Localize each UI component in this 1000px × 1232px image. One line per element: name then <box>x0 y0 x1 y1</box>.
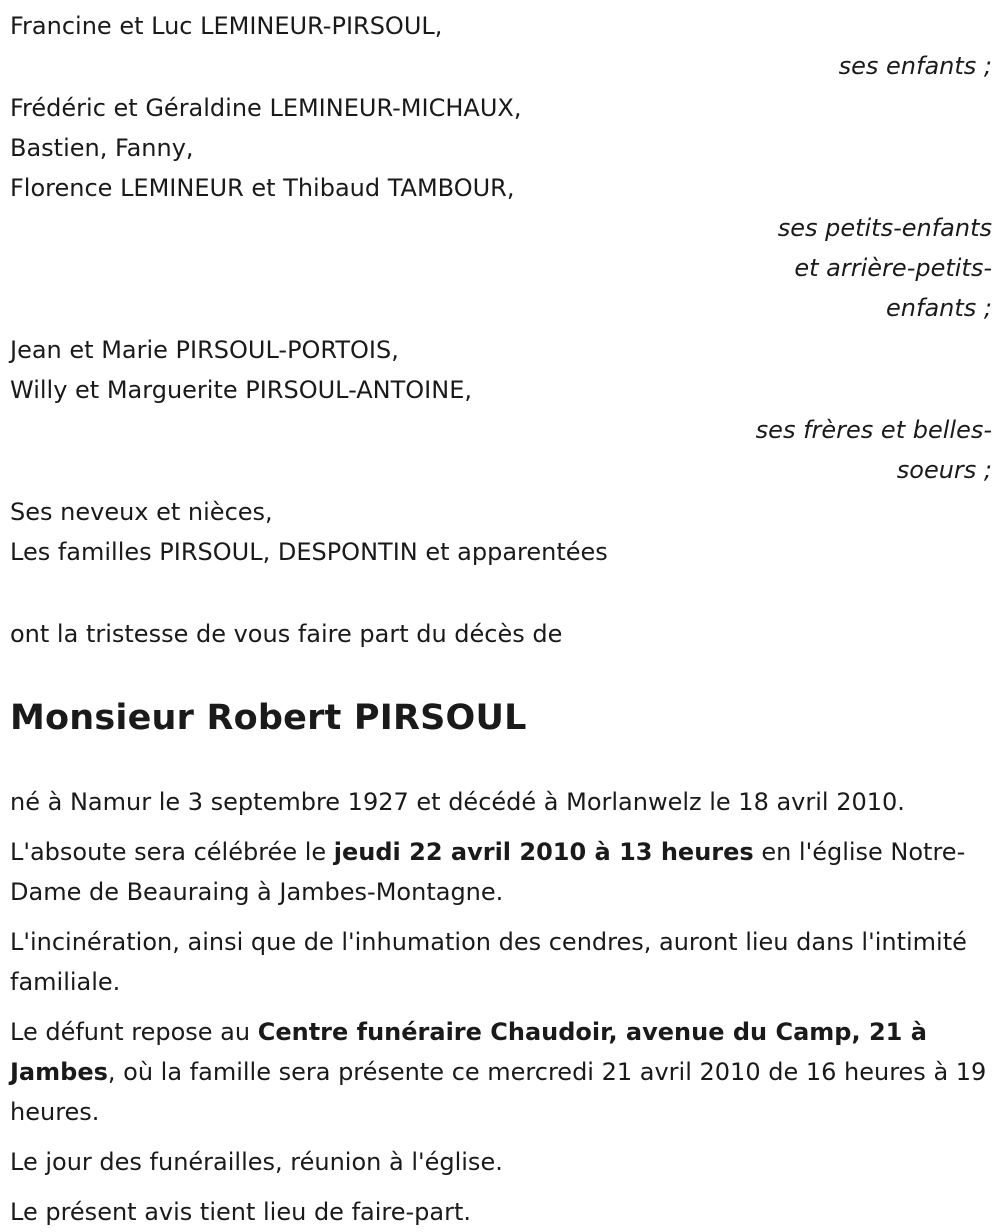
nephews-nieces: Ses neveux et nièces, <box>10 498 273 526</box>
siblings-section <box>10 330 992 490</box>
children-names: Francine et Luc LEMINEUR-PIRSOUL, <box>10 12 443 40</box>
siblings-names-1: Jean et Marie PIRSOUL-PORTOIS, <box>10 336 399 364</box>
families-line: Les familles PIRSOUL, DESPONTIN et apparentées <box>10 538 608 566</box>
meeting-paragraph: Le jour des funérailles, réunion à l'église. <box>10 1148 503 1176</box>
spacer <box>10 654 992 696</box>
grandchildren-names-1: Frédéric et Géraldine LEMINEUR-MICHAUX, <box>10 94 522 122</box>
grandchildren-role-2: et arrière-petits- <box>794 254 992 282</box>
spacer <box>10 740 992 782</box>
repose-paragraph <box>10 1012 992 1132</box>
absoute-date-time: jeudi 22 avril 2010 à 13 heures <box>333 838 754 866</box>
repose-text-pre: Le défunt repose au <box>10 1018 258 1046</box>
children-role: ses enfants ; <box>838 52 992 80</box>
spacer <box>10 572 992 614</box>
children-section <box>10 6 992 86</box>
notice-paragraph: Le présent avis tient lieu de faire-part. <box>10 1198 472 1226</box>
incineration-paragraph: L'incinération, ainsi que de l'inhumation des cendres, auront lieu dans l'intimité familiale. <box>10 928 967 996</box>
grandchildren-section <box>10 88 992 328</box>
announcement-text: ont la tristesse de vous faire part du décès de <box>10 620 563 648</box>
birth-death-paragraph: né à Namur le 3 septembre 1927 et décédé à Morlanwelz le 18 avril 2010. <box>10 788 905 816</box>
siblings-role-2: soeurs ; <box>896 456 992 484</box>
deceased-name: Monsieur Robert PIRSOUL <box>10 698 527 738</box>
extended-family-section <box>10 492 992 572</box>
siblings-role-1: ses frères et belles- <box>755 416 992 444</box>
grandchildren-names-3: Florence LEMINEUR et Thibaud TAMBOUR, <box>10 174 515 202</box>
details-section <box>10 782 992 1232</box>
repose-text-post: , où la famille sera présente ce mercredi 21 avril 2010 de 16 heures à 19 heures. <box>10 1058 987 1126</box>
grandchildren-role-1: ses petits-enfants <box>777 214 992 242</box>
obituary-notice <box>10 6 992 1232</box>
absoute-paragraph <box>10 832 992 912</box>
grandchildren-role-3: enfants ; <box>886 294 992 322</box>
absoute-text-post: en l'église Notre-Dame de Beauraing à Jambes-Montagne. <box>10 838 966 906</box>
absoute-text-pre: L'absoute sera célébrée le <box>10 838 334 866</box>
grandchildren-names-2: Bastien, Fanny, <box>10 134 194 162</box>
siblings-names-2: Willy et Marguerite PIRSOUL-ANTOINE, <box>10 376 472 404</box>
funeral-center-address: Centre funéraire Chaudoir, avenue du Camp, 21 à Jambes <box>10 1018 927 1086</box>
